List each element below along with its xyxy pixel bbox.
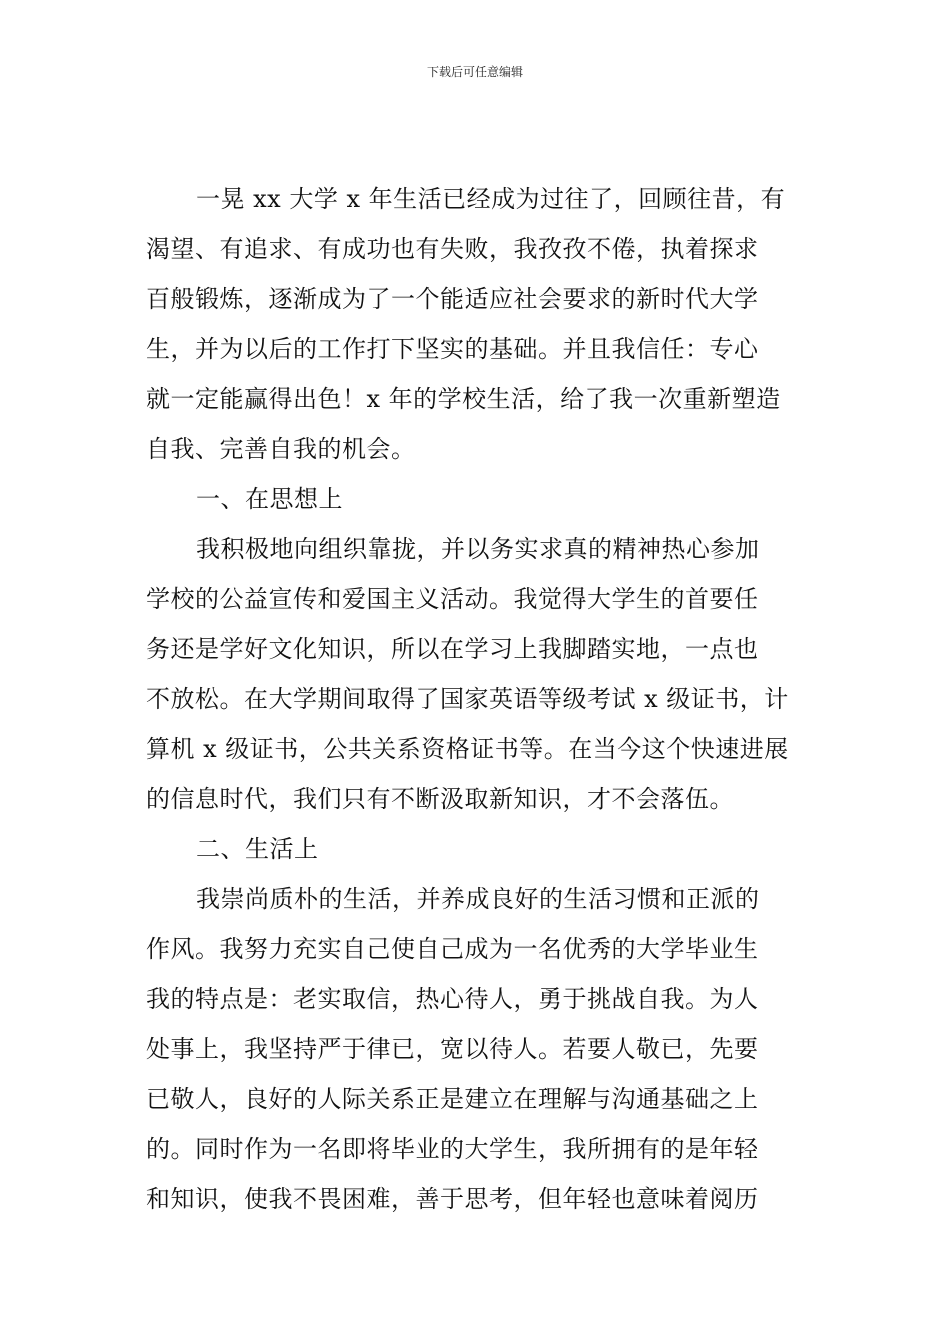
paragraph-line: 的信息时代，我们只有不断汲取新知识，才不会落伍。 [146, 785, 734, 813]
paragraph-line: 就一定能赢得出色！x 年的学校生活，给了我一次重新塑造 [146, 385, 781, 413]
paragraph-line: 我崇尚质朴的生活，并养成良好的生活习惯和正派的 [196, 885, 760, 913]
section-heading: 二、生活上 [196, 835, 319, 863]
paragraph-line: 算机 x 级证书，公共关系资格证书等。在当今这个快速进展 [146, 735, 789, 763]
paragraph-line: 处事上，我坚持严于律已，宽以待人。若要人敬已，先要 [146, 1035, 759, 1063]
paragraph-line: 渴望、有追求、有成功也有失败，我孜孜不倦，执着探求 [146, 235, 759, 263]
paragraph-line: 不放松。在大学期间取得了国家英语等级考试 x 级证书，计 [146, 685, 789, 713]
page-header: 下载后可任意编辑 [426, 65, 523, 79]
paragraph-line: 和知识，使我不畏困难，善于思考，但年轻也意味着阅历 [146, 1185, 759, 1213]
document-body [146, 174, 810, 1224]
paragraph-line: 学校的公益宣传和爱国主义活动。我觉得大学生的首要任 [146, 585, 759, 613]
paragraph-line: 作风。我努力充实自己使自己成为一名优秀的大学毕业生 [146, 935, 759, 963]
paragraph-line: 百般锻炼，逐渐成为了一个能适应社会要求的新时代大学 [146, 285, 759, 313]
paragraph-line: 务还是学好文化知识，所以在学习上我脚踏实地，一点也 [146, 635, 759, 663]
paragraph-line: 一晃 xx 大学 x 年生活已经成为过往了，回顾往昔，有 [196, 185, 786, 213]
section-heading: 一、在思想上 [196, 485, 343, 513]
paragraph-line: 我的特点是：老实取信，热心待人，勇于挑战自我。为人 [146, 985, 759, 1013]
paragraph-line: 自我、完善自我的机会。 [146, 435, 416, 463]
paragraph-line: 已敬人，良好的人际关系正是建立在理解与沟通基础之上 [146, 1085, 759, 1113]
paragraph-line: 的。同时作为一名即将毕业的大学生，我所拥有的是年轻 [146, 1135, 759, 1163]
paragraph-line: 生，并为以后的工作打下坚实的基础。并且我信任：专心 [146, 335, 759, 363]
paragraph-line: 我积极地向组织靠拢，并以务实求真的精神热心参加 [196, 535, 760, 563]
